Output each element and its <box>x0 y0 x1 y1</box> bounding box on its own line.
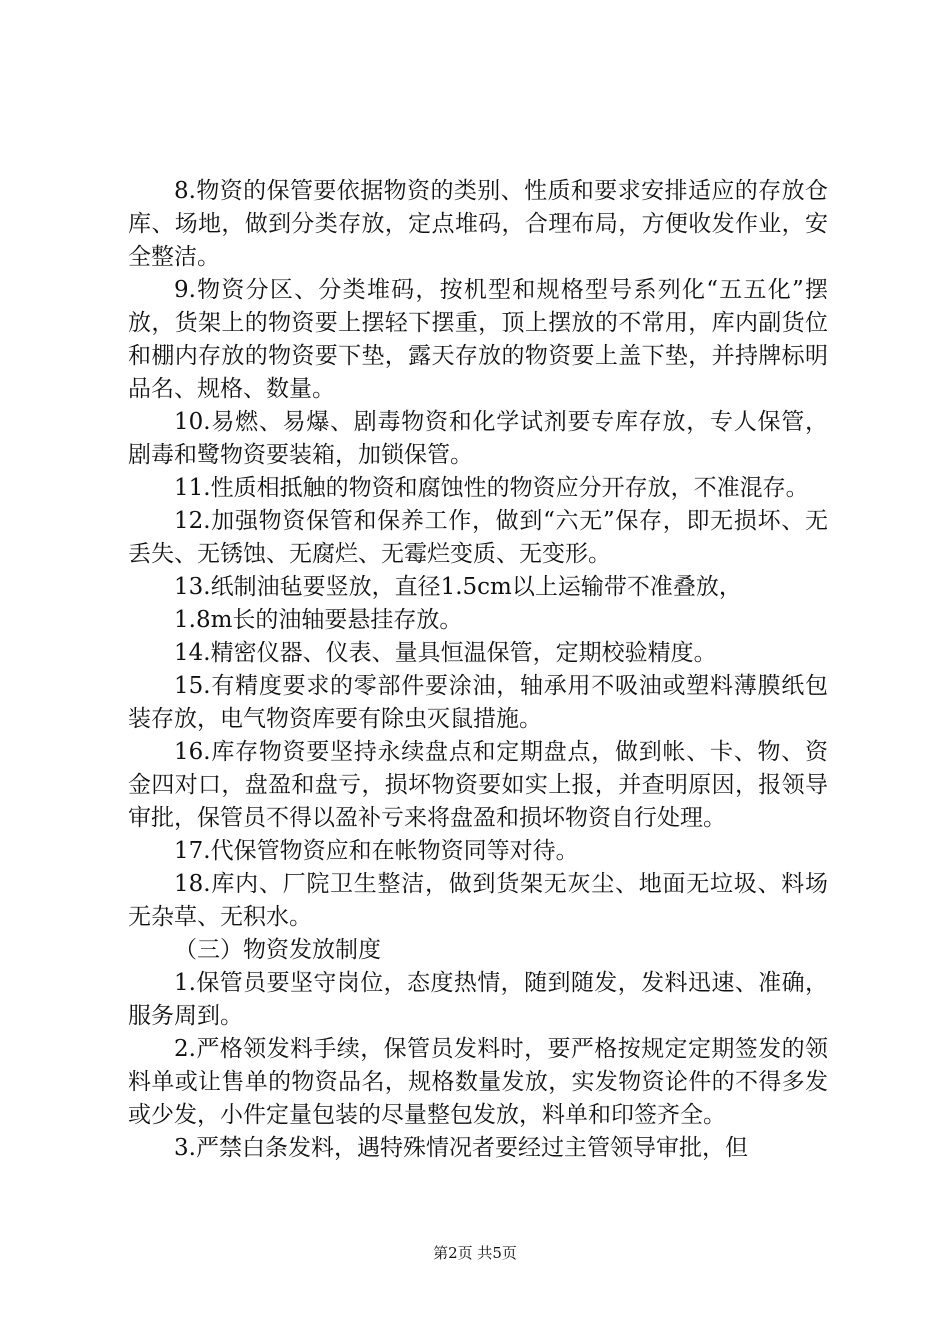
paragraph-8: 8.物资的保管要依据物资的类别、性质和要求安排适应的存放仓库、场地，做到分类存放，定点堆码，合理布局，方便收发作业，安全整洁。 <box>128 178 828 270</box>
paragraph-16: 16.库存物资要坚持永续盘点和定期盘点，做到帐、卡、物、资金四对口，盘盈和盘亏，损坏物资要如实上报，并查明原因，报领导审批，保管员不得以盈补亏来将盘盈和损坏物资自行处理。 <box>128 739 828 831</box>
paragraph-10: 10.易燃、易爆、剧毒物资和化学试剂要专库存放，专人保管，剧毒和鹭物资要装箱，加锁保管。 <box>128 409 828 468</box>
paragraph-15: 15.有精度要求的零部件要涂油，轴承用不吸油或塑料薄膜纸包装存放，电气物资库要有除虫灭鼠措施。 <box>128 673 828 732</box>
document-body <box>128 175 828 1165</box>
paragraph-12: 12.加强物资保管和保养工作，做到“六无”保存，即无损坏、无丢失、无锈蚀、无腐烂、无霉烂变质、无变形。 <box>128 508 828 567</box>
paragraph-14: 14.精密仪器、仪表、量具恒温保管，定期校验精度。 <box>174 640 717 666</box>
paragraph-17: 17.代保管物资应和在帐物资同等对待。 <box>174 838 579 864</box>
issue-rule-3: 3.严禁白条发料，遇特殊情况者要经过主管领导审批，但 <box>174 1135 748 1161</box>
issue-rule-2: 2.严格领发料手续，保管员发料时，要严格按规定定期签发的领料单或让售单的物资品名，规格数量发放，实发物资论件的不得多发或少发，小件定量包装的尽量整包发放，料单和印签齐全。 <box>128 1036 828 1128</box>
page-footer: 第2页 共5页 <box>433 1244 517 1262</box>
paragraph-9: 9.物资分区、分类堆码，按机型和规格型号系列化“五五化”摆放，货架上的物资要上摆轻下摆重，顶上摆放的不常用，库内副货位和棚内存放的物资要下垫，露天存放的物资要上盖下垫，并持牌标明品名、规格、数量。 <box>128 277 828 402</box>
paragraph-13-continued: 1.8m长的油轴要悬挂存放。 <box>174 607 463 633</box>
paragraph-18: 18.库内、厂院卫生整洁，做到货架无灰尘、地面无垃圾、料场无杂草、无积水。 <box>128 871 828 930</box>
paragraph-13: 13.纸制油毡要竖放，直径1.5cm以上运输带不准叠放， <box>174 574 742 600</box>
issue-rule-1: 1.保管员要坚守岗位，态度热情，随到随发，发料迅速、准确，服务周到。 <box>128 970 828 1029</box>
paragraph-11: 11.性质相抵触的物资和腐蚀性的物资应分开存放，不准混存。 <box>174 475 809 501</box>
section-heading: （三）物资发放制度 <box>174 937 381 963</box>
